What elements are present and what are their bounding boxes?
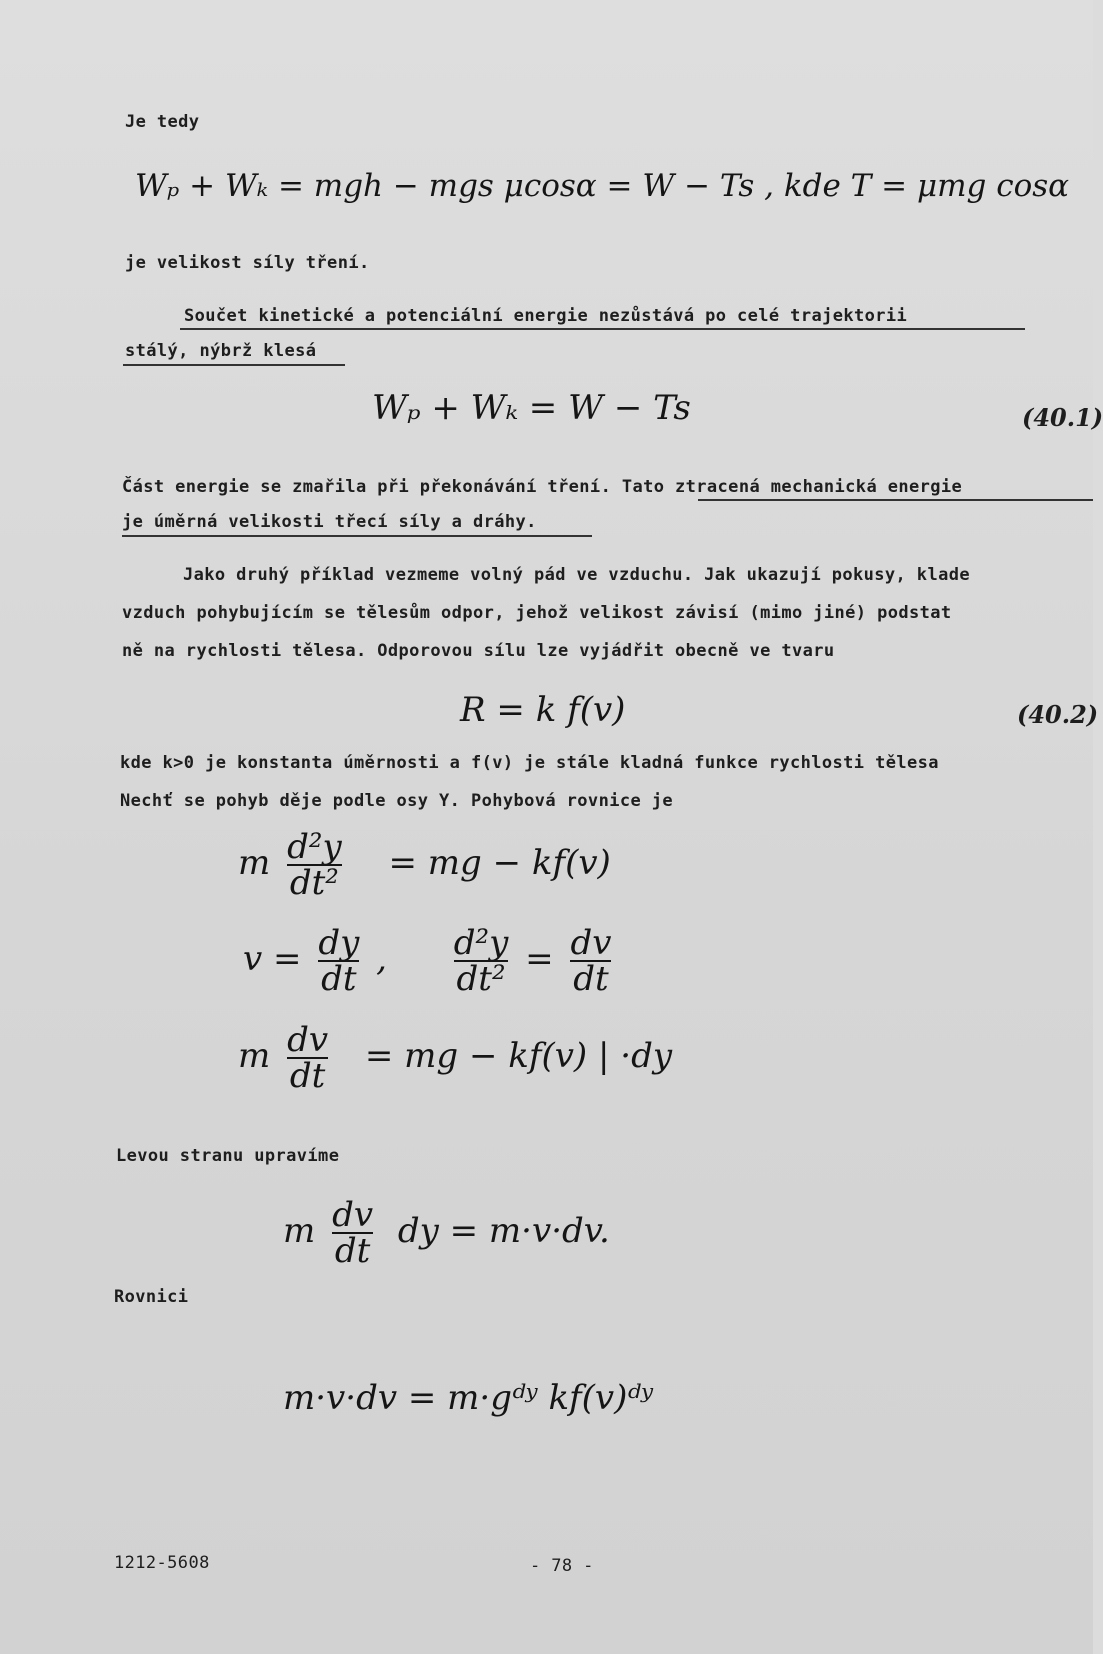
footer-page-number: - 78 - — [530, 1556, 594, 1576]
eq5-equals: = — [525, 939, 554, 979]
underline-soucet-1 — [180, 328, 1025, 330]
eq4-numerator: d²y — [287, 827, 342, 867]
eq5-v: v = — [243, 939, 302, 979]
text-druhy-priklad-line3: ně na rychlosti tělesa. Odporovou sílu lze vyjádřit obecně ve tvaru — [122, 641, 835, 661]
text-kde-k-line1: kde k>0 je konstanta úměrnosti a f(v) je stále kladná funkce rychlosti tělesa — [120, 753, 939, 773]
eq7-numerator: dv — [332, 1195, 374, 1235]
text-kde-k-line2: Nechť se pohyb děje podle osy Y. Pohybová rovnice je — [120, 791, 674, 811]
eq5-numerator-1: dy — [318, 923, 360, 963]
equation-40-1: Wₚ + Wₖ = W − Ts — [372, 388, 691, 428]
equation-40-2: R = k f(v) — [460, 690, 626, 730]
eq5-denominator-2: dt² — [456, 959, 506, 999]
eq6-rhs: = mg − kf(v) | ·dy — [364, 1036, 673, 1076]
equation-motion — [238, 827, 611, 903]
equation-integrate: m·v·dv = m·gᵈʸ kf(v)ᵈʸ — [283, 1378, 654, 1418]
equation-motion-dv — [238, 1020, 673, 1096]
eq4-denominator: dt² — [289, 863, 339, 903]
eq4-m: m — [238, 843, 271, 883]
text-soucet-energie-line1: Součet kinetické a potenciální energie nezůstává po celé trajektorii — [184, 306, 908, 326]
text-druhy-priklad-line1: Jako druhý příklad vezmeme volný pád ve vzduchu. Jak ukazují pokusy, klade — [183, 565, 970, 585]
equation-number-40-1: (40.1) — [1022, 403, 1103, 432]
eq6-m: m — [238, 1036, 271, 1076]
text-je-tedy: Je tedy — [125, 112, 200, 132]
underline-tato-2 — [122, 535, 592, 537]
equation-left-side — [283, 1195, 610, 1271]
eq5-fraction-1 — [318, 923, 360, 999]
underline-soucet-2 — [123, 364, 345, 366]
eq6-fraction — [287, 1020, 329, 1096]
eq6-numerator: dv — [287, 1020, 329, 1060]
equation-number-40-2: (40.2) — [1017, 700, 1099, 729]
equation-energy-balance: Wₚ + Wₖ = mgh − mgs μcosα = W − Ts , kde T = μmg cosα — [135, 168, 1070, 204]
text-rovnici: Rovnici — [114, 1287, 189, 1307]
eq5-denominator-3: dt — [573, 959, 609, 999]
eq5-fraction-2 — [453, 923, 509, 999]
equation-velocity — [243, 923, 617, 999]
eq5-denominator-1: dt — [321, 959, 357, 999]
text-druhy-priklad-line2: vzduch pohybujícím se tělesům odpor, jehož velikost závisí (mimo jiné) podstat — [122, 603, 952, 623]
text-velikost-sily-treni: je velikost síly tření. — [125, 253, 370, 273]
underline-tato-1 — [698, 499, 1093, 501]
eq5-fraction-3 — [570, 923, 612, 999]
footer-document-code: 1212-5608 — [114, 1553, 210, 1573]
text-levou-stranu: Levou stranu upravíme — [116, 1146, 340, 1166]
text-cast-energie-line1: Část energie se zmařila při překonávání tření. Tato ztracená mechanická energie — [122, 477, 963, 497]
eq6-denominator: dt — [289, 1056, 326, 1096]
eq5-separator: , — [376, 939, 387, 979]
text-soucet-energie-line2: stálý, nýbrž klesá — [125, 341, 317, 361]
eq5-numerator-2: d²y — [453, 923, 509, 963]
eq4-rhs: = mg − kf(v) — [388, 843, 611, 883]
text-cast-energie-line2: je úměrná velikosti třecí síly a dráhy. — [122, 512, 537, 532]
eq7-denominator: dt — [334, 1231, 371, 1271]
eq5-numerator-3: dv — [570, 923, 612, 963]
eq7-fraction — [332, 1195, 374, 1271]
eq4-fraction — [287, 827, 342, 903]
eq7-rhs: dy = m·v·dv. — [397, 1211, 610, 1251]
eq7-m: m — [283, 1211, 316, 1251]
